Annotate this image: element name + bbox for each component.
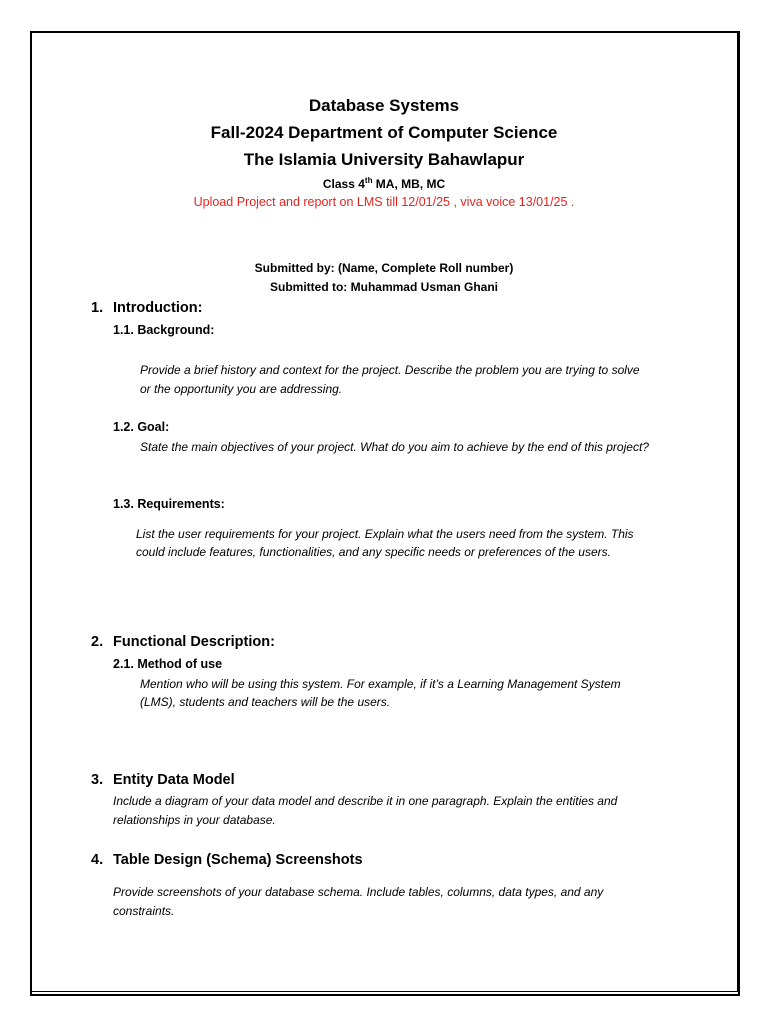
paragraph-line: could include features, functionalities, and any specific needs or preferences of the users. — [136, 545, 611, 559]
heading-number: 1. — [91, 300, 104, 316]
heading-introduction — [91, 301, 202, 316]
heading-text: Introduction: — [113, 300, 203, 316]
paragraph-line: Mention who will be using this system. For example, if it’s a Learning Management System — [140, 677, 621, 691]
heading-text: Table Design (Schema) Screenshots — [113, 852, 363, 868]
page-border-shadow — [32, 991, 738, 992]
document-subtitle: Fall-2024 Department of Computer Science — [210, 123, 558, 142]
paragraph-line: List the user requirements for your project. Explain what the users need from the system. This — [136, 527, 634, 541]
heading-entity-data-model — [91, 773, 235, 788]
heading-functional-description — [91, 635, 275, 650]
heading-number: 2. — [91, 634, 104, 650]
heading-table-design — [91, 853, 363, 868]
heading-background: 1.1. Background: — [113, 323, 215, 337]
heading-text: Entity Data Model — [113, 772, 235, 788]
class-prefix: Class 4 — [322, 177, 365, 191]
deadline-notice: Upload Project and report on LMS till 12/01/25 , viva voice 13/01/25 . — [193, 195, 575, 209]
paragraph-line: Provide a brief history and context for the project. Describe the problem you are trying to solve — [140, 363, 640, 377]
class-suffix: MA, MB, MC — [372, 177, 446, 191]
heading-number: 3. — [91, 772, 104, 788]
heading-number: 4. — [91, 852, 104, 868]
class-info — [0, 177, 768, 190]
heading-method-of-use: 2.1. Method of use — [113, 657, 223, 671]
university-name: The Islamia University Bahawlapur — [243, 150, 525, 169]
submitted-to: Submitted to: Muhammad Usman Ghani — [269, 280, 498, 294]
heading-goal: 1.2. Goal: — [113, 420, 170, 434]
heading-text: Functional Description: — [113, 634, 275, 650]
document-title: Database Systems — [308, 96, 460, 115]
paragraph-line: Provide screenshots of your database schema. Include tables, columns, data types, and any — [113, 885, 604, 899]
paragraph-line: (LMS), students and teachers will be the users. — [140, 695, 391, 709]
paragraph-line: constraints. — [113, 904, 175, 918]
paragraph-line: or the opportunity you are addressing. — [140, 382, 343, 396]
class-sup: th — [364, 176, 373, 185]
submitted-by: Submitted by: (Name, Complete Roll number) — [254, 261, 514, 275]
paragraph-line: relationships in your database. — [113, 813, 276, 827]
paragraph-line: Include a diagram of your data model and describe it in one paragraph. Explain the entities and — [113, 794, 618, 808]
paragraph-line: State the main objectives of your project. What do you aim to achieve by the end of this project? — [140, 440, 649, 454]
heading-requirements: 1.3. Requirements: — [113, 497, 225, 511]
